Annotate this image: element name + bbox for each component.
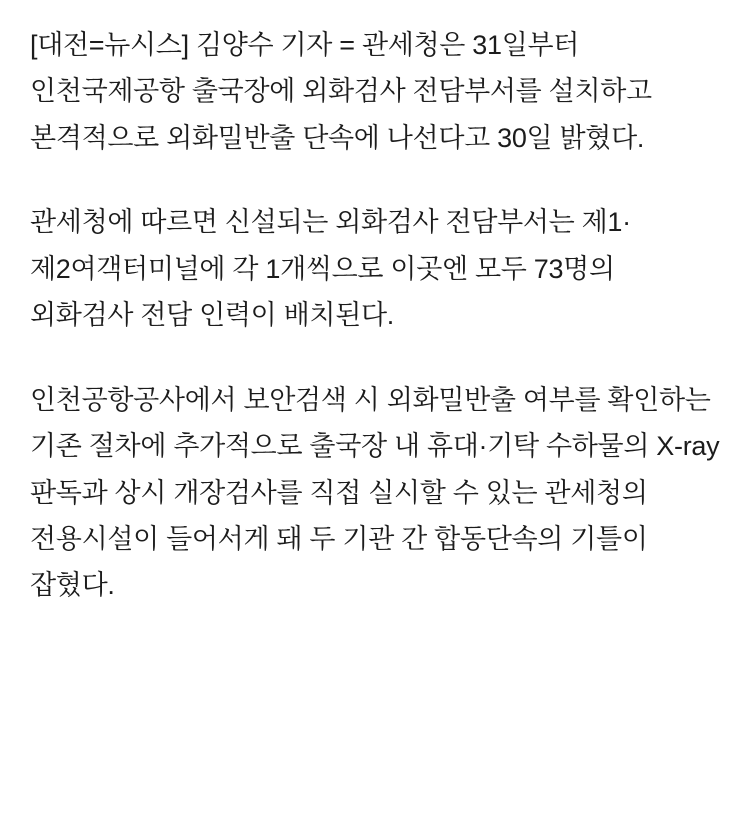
- article-paragraph-2: 관세청에 따르면 신설되는 외화검사 전담부서는 제1·제2여객터미널에 각 1개씩으로 이곳엔 모두 73명의 외화검사 전담 인력이 배치된다.: [30, 207, 631, 331]
- article-paragraph-3: 인천공항공사에서 보안검색 시 외화밀반출 여부를 확인하는 기존 절차에 추가적으로 출국장 내 휴대·기탁 수하물의 X-ray 판독과 상시 개장검사를 직접 실시할 수 있는 관세청의 전용시설이 들어서게 돼 두 기관 간 합동단속의 기틀이 잡혔다.: [30, 384, 727, 601]
- article-paragraph-1: [대전=뉴시스] 김양수 기자 = 관세청은 31일부터 인천국제공항 출국장에 외화검사 전담부서를 설치하고 본격적으로 외화밀반출 단속에 나선다고 30일 밝혔다.: [30, 30, 659, 153]
